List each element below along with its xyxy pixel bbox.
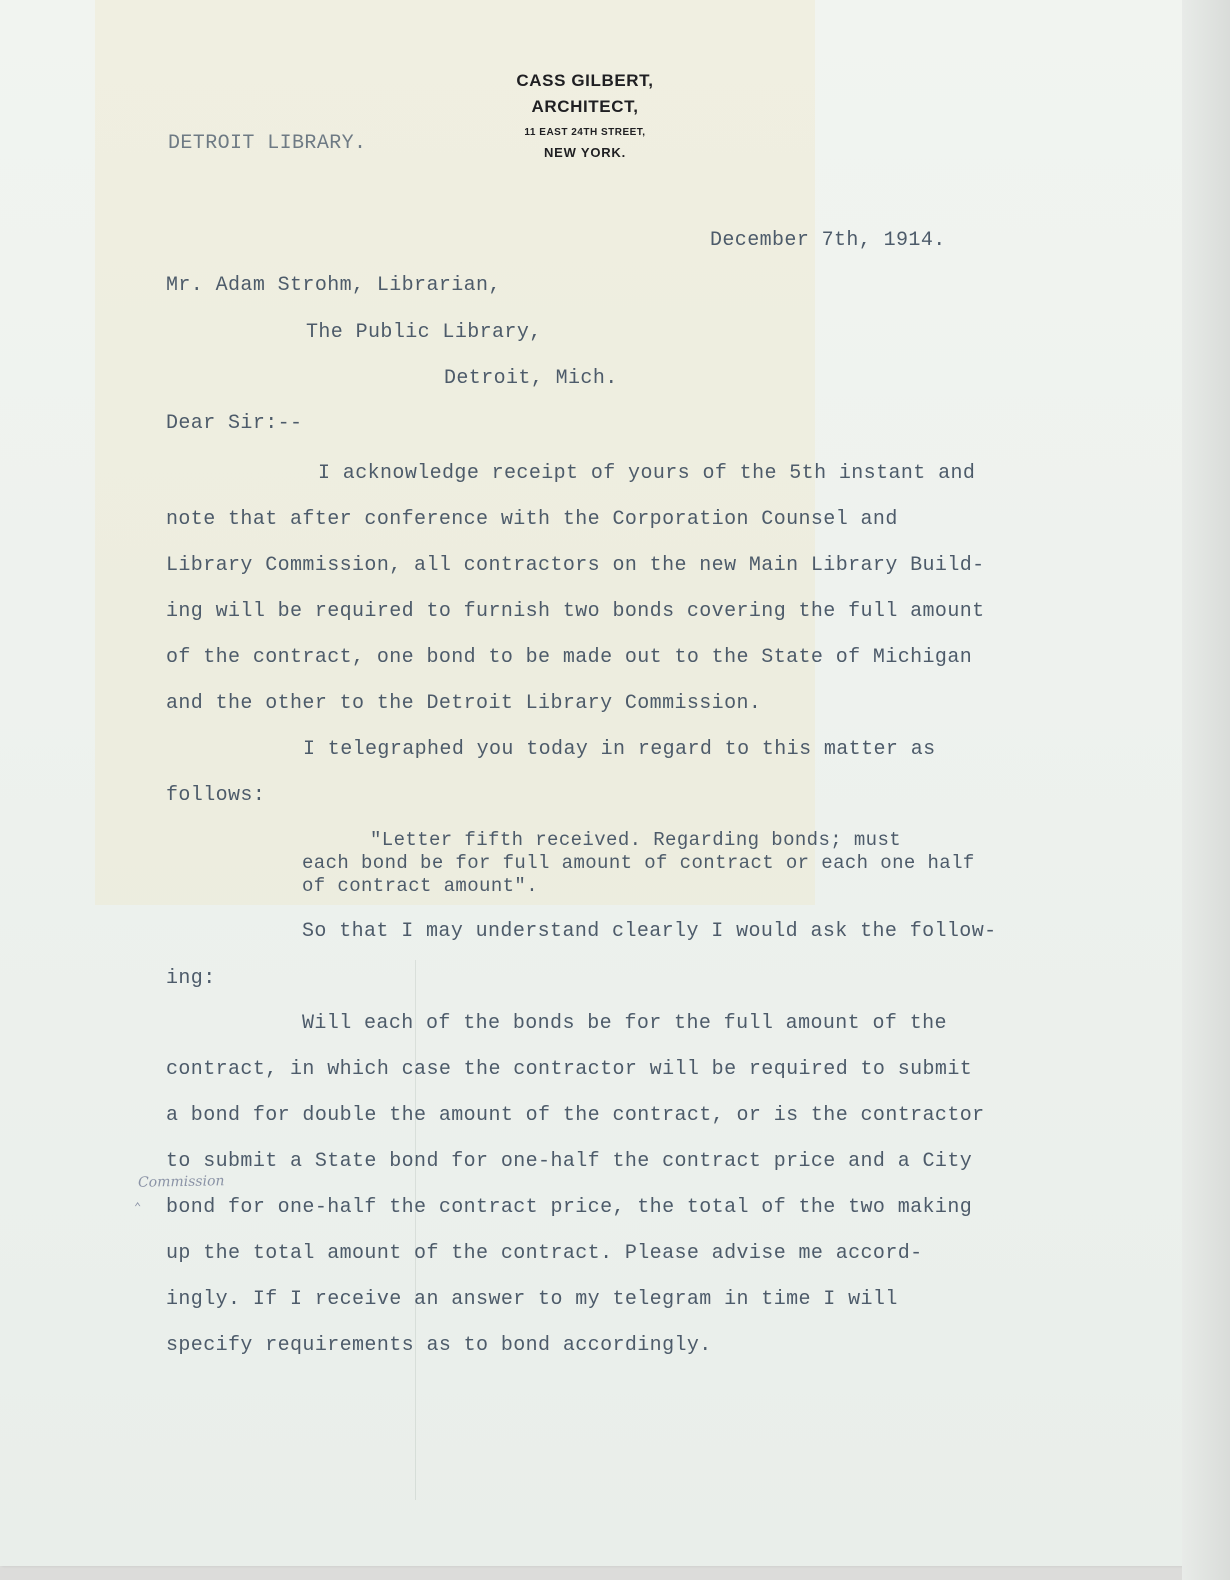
paragraph-1-line: and the other to the Detroit Library Commission.	[166, 692, 762, 715]
paragraph-1-line: I acknowledge receipt of yours of the 5th instant and	[318, 462, 976, 485]
paragraph-1-line: of the contract, one bond to be made out to the State of Michigan	[166, 646, 973, 669]
recipient-line-1: Mr. Adam Strohm, Librarian,	[166, 274, 501, 297]
paragraph-4-line: specify requirements as to bond accordingly.	[166, 1334, 712, 1357]
telegram-line: "Letter fifth received. Regarding bonds; must	[370, 829, 902, 851]
salutation: Dear Sir:--	[166, 412, 303, 435]
paper-fold	[415, 960, 416, 1500]
paragraph-3-line: So that I may understand clearly I would ask the follow-	[302, 920, 997, 943]
paragraph-4-line: to submit a State bond for one-half the contract price and a City	[166, 1150, 973, 1173]
paragraph-2-line: follows:	[166, 784, 266, 807]
letter-date: December 7th, 1914.	[710, 229, 946, 252]
paragraph-4-line: a bond for double the amount of the contract, or is the contractor	[166, 1104, 985, 1127]
recipient-line-2: The Public Library,	[306, 321, 542, 344]
paragraph-3-line: ing:	[166, 967, 216, 990]
letterhead-name: CASS GILBERT,	[516, 71, 654, 90]
letterhead	[430, 68, 740, 164]
paragraph-4-line: Will each of the bonds be for the full amount of the	[302, 1012, 947, 1035]
paragraph-2-line: I telegraphed you today in regard to this matter as	[303, 738, 936, 761]
handwritten-annotation: Commission	[137, 1173, 225, 1191]
telegram-line: of contract amount".	[302, 875, 539, 897]
letterhead-title: ARCHITECT,	[531, 97, 639, 116]
telegram-line: each bond be for full amount of contract or each one half	[302, 852, 975, 874]
recipient-line-3: Detroit, Mich.	[444, 367, 618, 390]
paragraph-4-line: ingly. If I receive an answer to my telegram in time I will	[166, 1288, 898, 1311]
paragraph-4-line: up the total amount of the contract. Please advise me accord-	[166, 1242, 923, 1265]
letterhead-city: NEW YORK.	[543, 145, 627, 160]
paragraph-4-line: bond for one-half the contract price, the total of the two making	[166, 1196, 973, 1219]
letterhead-street: 11 EAST 24TH STREET,	[524, 127, 646, 138]
paragraph-1-line: ing will be required to furnish two bonds covering the full amount	[166, 600, 985, 623]
insertion-caret-icon: ⌃	[134, 1201, 142, 1215]
paragraph-1-line: Library Commission, all contractors on the new Main Library Build-	[166, 554, 985, 577]
paragraph-4-line: contract, in which case the contractor will be required to submit	[166, 1058, 973, 1081]
page-edge	[1182, 0, 1230, 1580]
file-label: DETROIT LIBRARY.	[168, 132, 367, 155]
paragraph-1-line: note that after conference with the Corporation Counsel and	[166, 508, 898, 531]
